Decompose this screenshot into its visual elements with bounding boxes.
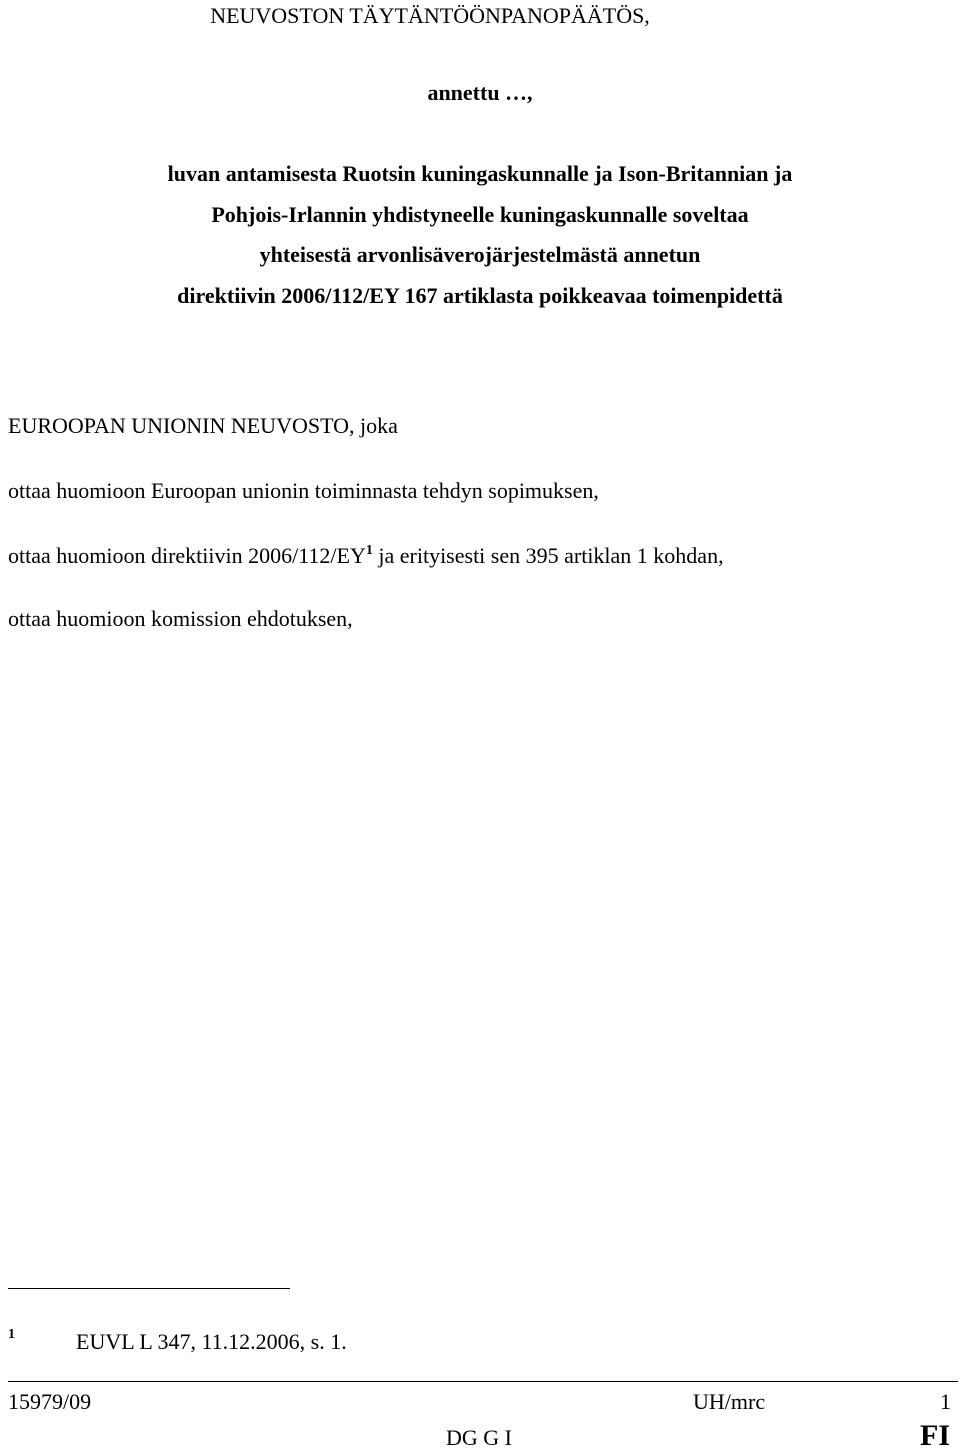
document-title: NEUVOSTON TÄYTÄNTÖÖNPANOPÄÄTÖS,	[210, 3, 650, 28]
language-code: FI	[920, 1419, 950, 1452]
recital-directive-text: ottaa huomioon direktiivin 2006/112/EY	[8, 543, 366, 568]
footer-separator	[8, 1381, 958, 1382]
footnote-separator	[8, 1288, 290, 1289]
decision-date: annettu …,	[427, 80, 533, 105]
footnote-number: 1	[8, 1327, 15, 1342]
document-reference: 15979/09	[8, 1389, 92, 1414]
recital-proposal: ottaa huomioon komission ehdotuksen,	[8, 606, 353, 631]
subject-line: luvan antamisesta Ruotsin kuningaskunnalle ja Ison-Britannian ja	[167, 161, 793, 186]
directorate-general: DG G I	[446, 1425, 512, 1450]
author-initials: UH/mrc	[693, 1389, 766, 1414]
page-number: 1	[940, 1389, 951, 1414]
subject-line: direktiivin 2006/112/EY 167 artiklasta poikkeavaa toimenpidettä	[177, 282, 783, 308]
footnote-text: EUVL L 347, 11.12.2006, s. 1.	[76, 1329, 347, 1354]
subject-line: yhteisestä arvonlisäverojärjestelmästä annetun	[259, 242, 701, 267]
recital-directive	[8, 542, 724, 570]
council-heading: EUROOPAN UNIONIN NEUVOSTO, joka	[8, 413, 398, 438]
subject-line: Pohjois-Irlannin yhdistyneelle kuningaskunnalle soveltaa	[211, 201, 749, 227]
recital-directive-text-cont: ja erityisesti sen 395 artiklan 1 kohdan,	[372, 543, 724, 568]
footnote-reference[interactable]: 1	[365, 543, 373, 558]
decision-subject	[0, 154, 960, 316]
recital-treaty: ottaa huomioon Euroopan unionin toiminnasta tehdyn sopimuksen,	[8, 478, 599, 503]
